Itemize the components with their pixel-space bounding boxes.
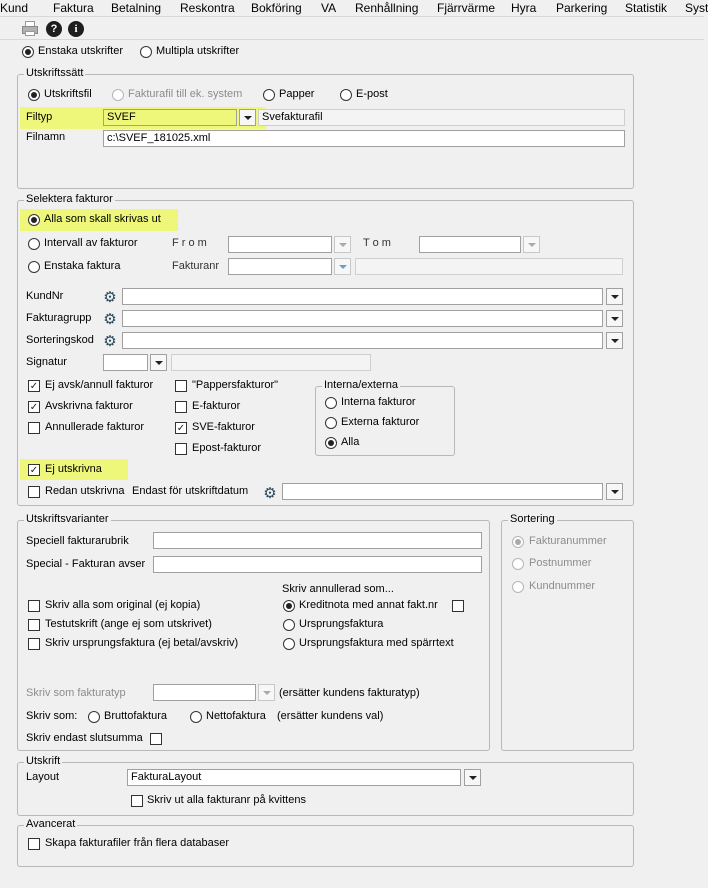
- fakturanr-input[interactable]: [228, 258, 332, 275]
- ej-avsk-checkbox[interactable]: [28, 380, 40, 392]
- interna-externa-title: Interna/externa: [324, 379, 398, 391]
- fakturagrupp-gear-icon[interactable]: ⚙: [103, 310, 117, 328]
- layout-select[interactable]: [127, 769, 461, 786]
- utskriftsfil-radio[interactable]: [28, 89, 40, 101]
- tom-label: T o m: [363, 237, 391, 249]
- ursprungs-radio[interactable]: [283, 619, 295, 631]
- annullerad-title: Skriv annullerad som...: [282, 583, 394, 595]
- ursprungsfaktura-checkbox[interactable]: [28, 638, 40, 650]
- epost-fakturor-label: Epost-fakturor: [192, 442, 262, 454]
- utskrift-title: Utskrift: [26, 755, 61, 767]
- kundnr-gear-icon[interactable]: ⚙: [103, 288, 117, 306]
- filnamn-input[interactable]: [103, 130, 625, 147]
- mode-single-label: Enstaka utskrifter: [38, 45, 123, 57]
- intervall-radio[interactable]: [28, 238, 40, 250]
- ursprungsfaktura-label: Skriv ursprungsfaktura (ej betal/avskriv): [45, 637, 239, 649]
- menu-reskontra[interactable]: Reskontra: [180, 1, 235, 15]
- from-label: F r o m: [172, 237, 207, 249]
- redan-utskrivna-checkbox[interactable]: [28, 486, 40, 498]
- original-checkbox[interactable]: [28, 600, 40, 612]
- sve-label: SVE-fakturor: [192, 421, 255, 433]
- annullerade-label: Annullerade fakturor: [45, 421, 145, 433]
- printer-icon[interactable]: [21, 21, 39, 37]
- brutto-label: Bruttofaktura: [104, 710, 167, 722]
- sorteringskod-input[interactable]: [122, 332, 603, 349]
- epost-fakturor-checkbox[interactable]: [175, 443, 187, 455]
- alla-radio[interactable]: [28, 214, 40, 226]
- enstaka-faktura-label: Enstaka faktura: [44, 260, 121, 272]
- menu-faktura[interactable]: Faktura: [53, 1, 94, 15]
- brutto-radio[interactable]: [88, 711, 100, 723]
- efakturor-label: E-fakturor: [192, 400, 241, 412]
- tom-dropdown-button[interactable]: [523, 236, 540, 253]
- endast-dropdown-button[interactable]: [606, 483, 623, 500]
- utskriftssatt-title: Utskriftssätt: [26, 67, 84, 79]
- layout-dropdown-button[interactable]: [464, 769, 481, 786]
- fakturagrupp-label: Fakturagrupp: [26, 312, 92, 324]
- externa-radio[interactable]: [325, 417, 337, 429]
- fakturatyp-dropdown-button[interactable]: [258, 684, 275, 701]
- signatur-description: [171, 354, 371, 371]
- fakturafil-radio[interactable]: [112, 89, 124, 101]
- interna-radio[interactable]: [325, 397, 337, 409]
- sortering-group: [501, 520, 634, 751]
- filtyp-value: SVEF: [107, 111, 136, 123]
- skriv-som-note: (ersätter kundens val): [277, 710, 384, 722]
- signatur-dropdown-button[interactable]: [150, 354, 167, 371]
- pappers-checkbox[interactable]: [175, 380, 187, 392]
- postnummer-radio[interactable]: [512, 558, 524, 570]
- kundnr-input[interactable]: [122, 288, 603, 305]
- menu-va[interactable]: VA: [321, 1, 337, 15]
- kreditnota-checkbox[interactable]: [452, 600, 464, 612]
- info-icon[interactable]: i: [68, 21, 84, 37]
- menu-bar: [0, 0, 708, 17]
- mode-multiple-radio[interactable]: [140, 46, 152, 58]
- sve-checkbox[interactable]: [175, 422, 187, 434]
- ej-utskrivna-checkbox[interactable]: [28, 464, 40, 476]
- filtyp-description-text: Svefakturafil: [262, 111, 323, 123]
- skriv-som-label: Skriv som:: [26, 710, 78, 722]
- selektera-title: Selektera fakturor: [26, 193, 113, 205]
- utskriftsfil-label: Utskriftsfil: [44, 88, 92, 100]
- endast-label: Endast för utskriftdatum: [132, 485, 249, 497]
- slutsumma-checkbox[interactable]: [150, 733, 162, 745]
- epost-radio[interactable]: [340, 89, 352, 101]
- fakturanr-dropdown-button[interactable]: [334, 258, 351, 275]
- menu-betalning[interactable]: Betalning: [111, 1, 162, 15]
- layout-value: FakturaLayout: [131, 771, 202, 783]
- enstaka-faktura-radio[interactable]: [28, 261, 40, 273]
- from-input[interactable]: [228, 236, 332, 253]
- kundnummer-radio[interactable]: [512, 581, 524, 593]
- filnamn-label: Filnamn: [26, 131, 66, 143]
- special-label: Special - Fakturan avser: [26, 558, 146, 570]
- avancerat-title: Avancerat: [26, 818, 76, 830]
- ej-utskrivna-label: Ej utskrivna: [45, 463, 102, 475]
- intervall-label: Intervall av fakturor: [44, 237, 138, 249]
- tom-input[interactable]: [419, 236, 521, 253]
- mode-single-radio[interactable]: [22, 46, 34, 58]
- kundnr-dropdown-button[interactable]: [606, 288, 623, 305]
- filtyp-description: [258, 109, 625, 126]
- netto-radio[interactable]: [190, 711, 202, 723]
- menu-bokforing[interactable]: Bokföring: [251, 1, 302, 15]
- fakturanummer-label: Fakturanummer: [529, 535, 607, 547]
- menu-kund[interactable]: Kund: [0, 1, 29, 15]
- ej-avsk-label: Ej avsk/annull fakturor: [45, 379, 154, 391]
- signatur-input[interactable]: [103, 354, 148, 371]
- kundnr-label: KundNr: [26, 290, 64, 302]
- efakturor-checkbox[interactable]: [175, 401, 187, 413]
- sorteringskod-dropdown-button[interactable]: [606, 332, 623, 349]
- speciell-input[interactable]: [153, 532, 482, 549]
- alla-interna-label: Alla: [341, 436, 360, 448]
- interna-label: Interna fakturor: [341, 396, 416, 408]
- sortering-title: Sortering: [510, 513, 555, 525]
- sorteringskod-gear-icon[interactable]: ⚙: [103, 332, 117, 350]
- fakturanummer-radio[interactable]: [512, 536, 524, 548]
- filtyp-dropdown-button[interactable]: [239, 109, 256, 126]
- pappers-label: "Pappersfakturor": [192, 379, 279, 391]
- alla-interna-radio[interactable]: [325, 437, 337, 449]
- postnummer-label: Postnummer: [529, 557, 592, 569]
- fakturatyp-input[interactable]: [153, 684, 256, 701]
- externa-label: Externa fakturor: [341, 416, 420, 428]
- testutskrift-checkbox[interactable]: [28, 619, 40, 631]
- kreditnota-radio[interactable]: [283, 600, 295, 612]
- filtyp-label: Filtyp: [26, 111, 53, 123]
- redan-utskrivna-label: Redan utskrivna: [45, 485, 125, 497]
- menu-fjarrvarme[interactable]: Fjärrvärme: [437, 1, 496, 15]
- avskrivna-label: Avskrivna fakturor: [45, 400, 133, 412]
- fakturagrupp-dropdown-button[interactable]: [606, 310, 623, 327]
- annullerade-checkbox[interactable]: [28, 422, 40, 434]
- menu-renhallning[interactable]: Renhållning: [355, 1, 419, 15]
- original-label: Skriv alla som original (ej kopia): [45, 599, 201, 611]
- ursprungs-label: Ursprungsfaktura: [299, 618, 384, 630]
- mode-multiple-label: Multipla utskrifter: [156, 45, 240, 57]
- kvittens-checkbox[interactable]: [131, 795, 143, 807]
- avskrivna-checkbox[interactable]: [28, 401, 40, 413]
- signatur-label: Signatur: [26, 356, 67, 368]
- menu-system[interactable]: Syst: [685, 1, 708, 15]
- menu-statistik[interactable]: Statistik: [625, 1, 668, 15]
- kreditnota-label: Kreditnota med annat fakt.nr: [299, 599, 438, 611]
- layout-label: Layout: [26, 771, 60, 783]
- fakturanr-description: [355, 258, 623, 275]
- fakturagrupp-input[interactable]: [122, 310, 603, 327]
- netto-label: Nettofaktura: [206, 710, 266, 722]
- varianter-title: Utskriftsvarianter: [26, 513, 109, 525]
- endast-datum-input[interactable]: [282, 483, 603, 500]
- fakturatyp-label: Skriv som fakturatyp: [26, 687, 126, 699]
- from-dropdown-button[interactable]: [334, 236, 351, 253]
- fakturatyp-note: (ersätter kundens fakturatyp): [279, 687, 420, 699]
- sparrtext-label: Ursprungsfaktura med spärrtext: [299, 637, 454, 649]
- skapa-checkbox[interactable]: [28, 838, 40, 850]
- speciell-label: Speciell fakturarubrik: [26, 535, 129, 547]
- filnamn-value: c:\SVEF_181025.xml: [107, 132, 211, 144]
- slutsumma-label: Skriv endast slutsumma: [26, 732, 143, 744]
- papper-radio[interactable]: [263, 89, 275, 101]
- kundnummer-label: Kundnummer: [529, 580, 596, 592]
- alla-label: Alla som skall skrivas ut: [44, 213, 161, 225]
- fakturanr-label: Fakturanr: [172, 260, 220, 272]
- epost-label: E-post: [356, 88, 388, 100]
- kvittens-label: Skriv ut alla fakturanr på kvittens: [147, 794, 306, 806]
- menu-parkering[interactable]: Parkering: [556, 1, 608, 15]
- testutskrift-label: Testutskrift (ange ej som utskrivet): [45, 618, 212, 630]
- skapa-label: Skapa fakturafiler från flera databaser: [45, 837, 230, 849]
- special-input[interactable]: [153, 556, 482, 573]
- sparrtext-radio[interactable]: [283, 638, 295, 650]
- help-icon[interactable]: ?: [46, 21, 62, 37]
- toolbar: [0, 18, 704, 40]
- fakturafil-label: Fakturafil till ek. system: [128, 88, 243, 100]
- sorteringskod-label: Sorteringskod: [26, 334, 94, 346]
- papper-label: Papper: [279, 88, 315, 100]
- filtyp-select[interactable]: [103, 109, 237, 126]
- menu-hyra[interactable]: Hyra: [511, 1, 537, 15]
- endast-gear-icon[interactable]: ⚙: [263, 484, 277, 502]
